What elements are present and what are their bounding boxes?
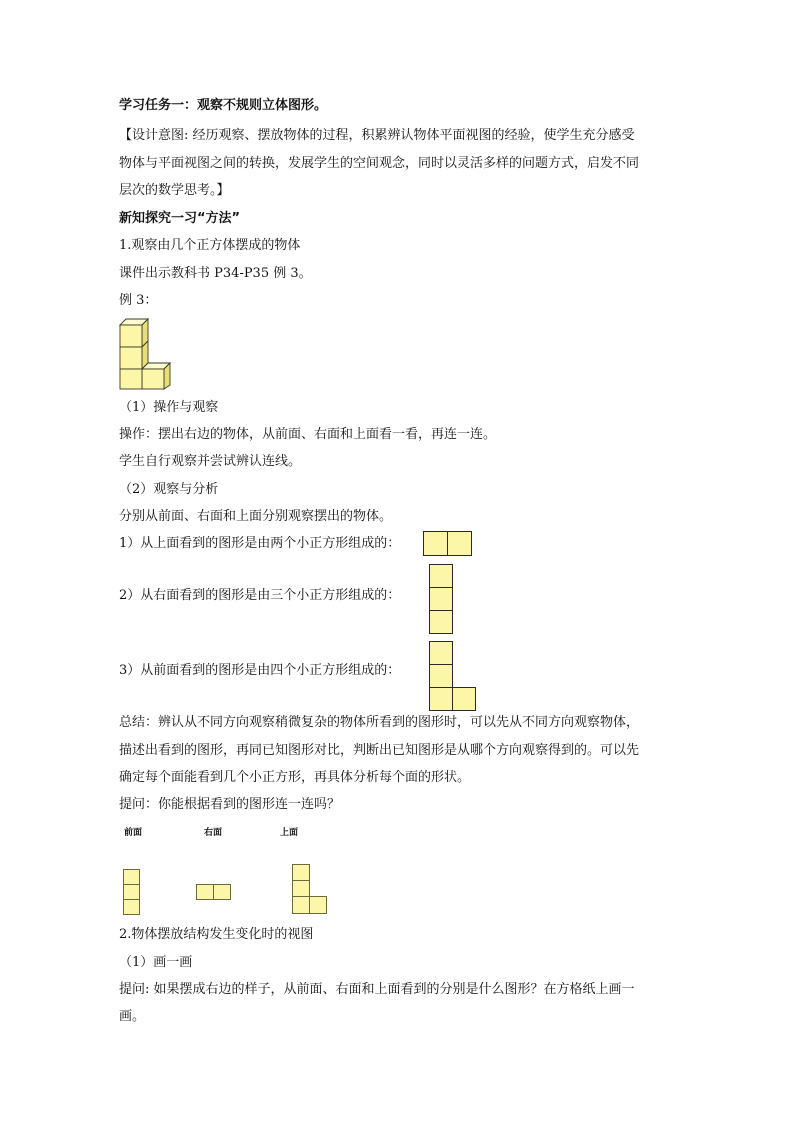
square: [429, 664, 453, 688]
square: [447, 531, 472, 556]
summary-line-3: 确定每个面能看到几个小正方形，再具体分析每个面的形状。: [119, 770, 471, 785]
square: [423, 531, 448, 556]
task-title: 学习任务一：观察不规则立体图形。: [119, 98, 328, 113]
summary-line-2: 描述出看到的图形，再同已知图形对比，判断出已知图形是从哪个方向观察得到的。可以先: [119, 743, 640, 758]
square: [123, 884, 140, 900]
design-intent-line-2: 物体与平面视图之间的转换，发展学生的空间观念，同时以灵活多样的问题方式，启发不同: [119, 156, 640, 171]
match-label-right: 右面: [204, 828, 223, 838]
square: [429, 641, 453, 665]
cube-front-face: [142, 369, 164, 389]
cube-front-face: [120, 325, 142, 347]
match-label-top: 上面: [280, 828, 299, 838]
item1-title: 1.观察由几个正方体摆成的物体: [119, 238, 301, 253]
cube-figure: [118, 317, 176, 391]
match-label-front: 前面: [124, 828, 143, 838]
step1-student: 学生自行观察并尝试辨认连线。: [119, 454, 302, 469]
item2-title: 2.物体摆放结构发生变化时的视图: [119, 927, 314, 942]
square: [452, 687, 476, 711]
square: [292, 864, 310, 881]
cube-front-face: [120, 369, 142, 389]
step1-title: （1）操作与观察: [119, 400, 219, 415]
square: [429, 587, 453, 611]
square: [292, 896, 310, 914]
section-heading: 新知探究一习“方法”: [119, 211, 241, 226]
summary-line-1: 总结：辨认从不同方向观察稍微复杂的物体所看到的图形时，可以先从不同方向观察物体，: [119, 715, 640, 730]
courseware-note: 课件出示教科书 P34-P35 例 3。: [119, 266, 312, 281]
draw-title: （1）画一画: [119, 955, 193, 970]
design-intent-line-3: 层次的数学思考。】: [119, 183, 230, 198]
square: [292, 880, 310, 897]
view-front-text: 3）从前面看到的图形是由四个小正方形组成的：: [119, 663, 401, 678]
example-label: 例 3：: [119, 293, 158, 308]
view-right-text: 2）从右面看到的图形是由三个小正方形组成的：: [119, 588, 401, 603]
square: [309, 896, 327, 914]
cube-front-face: [120, 347, 142, 369]
step2-intro: 分别从前面、右面和上面分别观察摆出的物体。: [119, 509, 393, 524]
square: [429, 687, 453, 711]
question1: 提问：你能根据看到的图形连一连吗？: [119, 797, 341, 812]
square: [429, 564, 453, 588]
step2-title: （2）观察与分析: [119, 482, 219, 497]
question2-line-1: 提问: 如果摆成右边的样子，从前面、右面和上面看到的分别是什么图形？在方格纸上画一: [119, 982, 635, 997]
design-intent-line-1: 【设计意图: 经历观察、摆放物体的过程，积累辨认物体平面视图的经验，使学生充分感受: [119, 128, 635, 143]
square: [429, 610, 453, 634]
square: [123, 899, 140, 915]
square: [123, 869, 140, 885]
view-top-text: 1）从上面看到的图形是由两个小正方形组成的：: [119, 536, 401, 551]
question2-line-2: 画。: [119, 1009, 146, 1024]
square: [213, 884, 231, 900]
step1-operation: 操作：摆出右边的物体，从前面、右面和上面看一看，再连一连。: [119, 427, 497, 442]
square: [196, 884, 214, 900]
